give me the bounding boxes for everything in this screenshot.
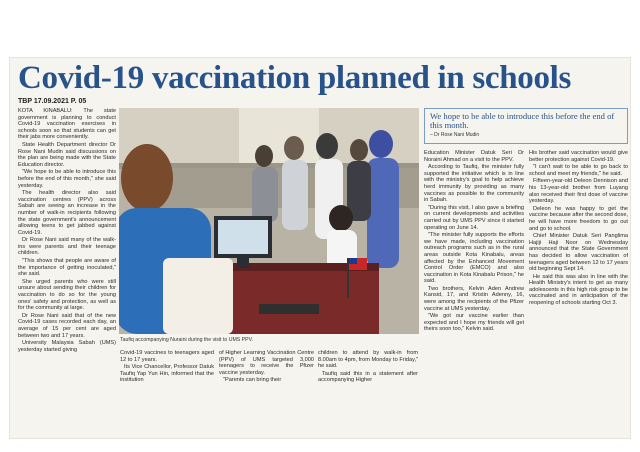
article-paragraph: "Parents can bring their: [223, 377, 282, 384]
article-paragraph: Chief Minister Datuk Seri Panglima Hajiji Haji Noor on Wednesday announced that the State Government has decided to allow vaccination of teenagers aged between 12 to 17 years old beginning Sept 14.: [529, 233, 628, 273]
article-paragraph: Deleon he was happy to get the vaccine because after the second dose, he will have more freedom to go out and go to school.: [529, 205, 628, 232]
article-paragraph: Education Minister Datuk Seri Dr Noraini Ahmad on a visit to the PPV.: [424, 150, 524, 163]
article-photo: [119, 108, 419, 334]
article-paragraph: State Health Department director Dr Rose Nani Mudin said discussions on the plan are being made with the State Education director.: [18, 141, 116, 168]
article-paragraph: KOTA KINABALU: The state government is planning to conduct Covid-19 vaccination exercises in schools soon so that students can get their jabs more conveniently.: [18, 108, 116, 141]
article-paragraph: Its Vice Chancellor, Professor Datuk Taufiq Yap Yun Hin, informed that the institution: [120, 364, 214, 384]
article-paragraph: "During this visit, I also gave a briefing on current developments and activities carried out by UMS PPV since it started operating on June 14.: [424, 204, 524, 231]
article-paragraph: University Malaysia Sabah (UMS) yesterday started giving: [18, 340, 116, 353]
article-paragraph: According to Taufiq, the minister fully supported the initiative which is in line with the ministry's goal to help achieve herd immunity by providing as many vaccines as possible to the community in Sabah.: [424, 164, 524, 204]
article-paragraph: "We hope to be able to introduce this before the end of this month," she said yesterday.: [18, 169, 116, 189]
article-column-2: [120, 350, 214, 434]
article-paragraph: Dr Rose Nani said that of the new Covid-19 cases recorded each day, an average of 15 per cent are aged between two and 17 years.: [18, 312, 116, 339]
article-paragraph: of Higher Learning Vaccination Centre (PPV) of UMS targeted 3,000 teenagers to receive the Pfizer vaccine yesterday.: [219, 350, 314, 376]
article-column-1: [18, 108, 116, 392]
article-paragraph: Two brothers, Kelvin Aden Andrew Kansid, 17, and Kristin Adenny, 16, were among the recipients of the Pfizer vaccine at UMS yesterday.: [424, 285, 524, 312]
photo-caption: Taufiq accompanying Nuraini during the visit to UMS PPV.: [120, 337, 254, 343]
headline: Covid-19 vaccination planned in schools: [18, 60, 572, 96]
article-column-6: [529, 150, 628, 434]
article-paragraph: Dr Rose Nani said many of the walk-ins were parents and their teenage children.: [18, 237, 116, 257]
article-paragraph: The health director also said vaccination centres (PPV) across Sabah are seeing an increase in the number of walk-in recipients following the state government's announcement allowing teens to get jabbed against Covid-19.: [18, 190, 116, 236]
pull-quote-attribution: – Dr Rose Nani Mudin: [430, 131, 480, 138]
pull-quote: [424, 108, 628, 144]
article-paragraph: children to attend by walk-in from 8.00am to 4pm, from Monday to Friday," he said.: [318, 350, 418, 370]
article-column-5: [424, 150, 524, 434]
article-paragraph: "The minister fully supports the efforts we have made, including vaccination outreach programs such as in the rural areas outside Kota Kinabalu, areas affected by the Enhanced Movement Control Order (EMCO) and also vaccination in Kota Kinabalu Prison," he said.: [424, 232, 524, 285]
article-column-4: [318, 350, 418, 434]
article-paragraph: Covid-19 vaccines to teenagers aged 12 to 17 years.: [120, 350, 214, 363]
article-paragraph: "We got our vaccine earlier than expected and I hope my friends will get theirs soon too," Kelvin said.: [424, 313, 524, 333]
article-paragraph: She urged parents who were still unsure about sending their children for vaccination to do so for the young ones' safety and protection, as well as for the community at large.: [18, 278, 116, 312]
source-line: TBP 17.09.2021 P. 05: [18, 98, 87, 105]
article-paragraph: Fifteen-year-old Deleon Dennison and his 13-year-old brother from Luyang also received their first dose of vaccine yesterday.: [529, 178, 628, 205]
article-paragraph: "I can't wait to be able to go back to school and meet my friends," he said.: [529, 164, 628, 177]
pull-quote-text: We hope to be able to introduce this before the end of this month.: [430, 111, 615, 131]
article-paragraph: Taufiq said this in a statement after accompanying Higher: [318, 370, 418, 384]
article-column-3: [219, 350, 314, 434]
article-paragraph: He said this was also in line with the Health Ministry's intent to get as many adolescents in this high risk group to be vaccinated and in anticipation of the reopening of schools starting Oct 3.: [529, 273, 628, 307]
article-paragraph: His brother said vaccination would give better protection against Covid-19.: [529, 150, 628, 163]
article-paragraph: "This shows that people are aware of the importance of getting inoculated," she said.: [18, 258, 116, 278]
